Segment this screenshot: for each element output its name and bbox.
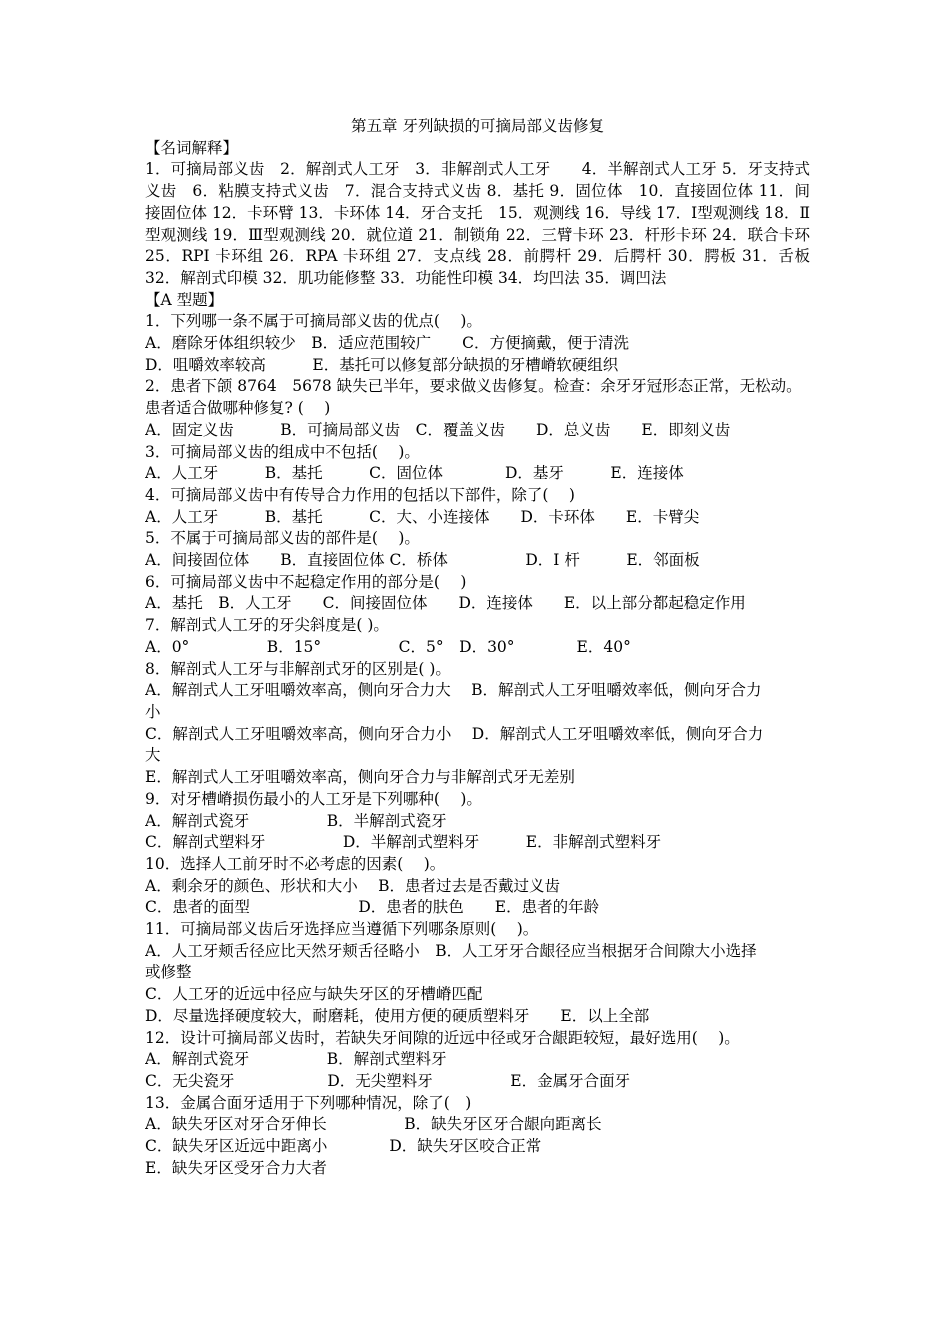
question-line: C．解剖式塑料牙 D．半解剖式塑料牙 E．非解剖式塑料牙: [145, 833, 662, 852]
question-line: A．解剖式人工牙咀嚼效率高，侧向牙合力大 B．解剖式人工牙咀嚼效率低，侧向牙合力: [145, 681, 762, 700]
question-line: A．解剖式瓷牙 B．解剖式塑料牙: [145, 1050, 447, 1069]
question-line: 3．可摘局部义齿的组成中不包括( )。: [145, 442, 420, 461]
question-line: C．人工牙的近远中径应与缺失牙区的牙槽嵴匹配: [145, 985, 483, 1004]
a-type-heading: 【A 型题】: [145, 290, 224, 309]
question-line: 5．不属于可摘局部义齿的部件是( )。: [145, 529, 420, 548]
question-line: 1．下列哪一条不属于可摘局部义齿的优点( )。: [145, 312, 482, 331]
question-line: 患者适合做哪种修复? ( ): [145, 399, 331, 418]
question-line: D．尽量选择硬度较大，耐磨耗，使用方便的硬质塑料牙 E．以上全部: [145, 1006, 650, 1025]
question-line: C．无尖瓷牙 D．无尖塑料牙 E．金属牙合面牙: [145, 1071, 631, 1090]
terms-list: 1．可摘局部义齿 2．解剖式人工牙 3．非解剖式人工牙 4．半解剖式人工牙 5．牙支持式义齿 6．粘膜支持式义齿 7．混合支持式义齿 8．基托 9．固位体 10．直接固位体 11．间接固位体 12．卡环臂 13．卡环体 14．牙合支托 15．观测线 16．导线 17．Ⅰ型观测线 18．Ⅱ型观测线 19．Ⅲ型观测线 20．就位道 21．制锁角 22．三臂卡环 23．杆形卡环 24．联合卡环 25．RPI 卡环组 26．RPA 卡环组 27．支点线 28．前腭杆 29．后腭杆 30．腭板 31．舌板 32．解剖式印模 32．肌功能修整 33．功能性印模 34．均凹法 35．调凹法: [145, 160, 810, 287]
question-line: A．间接固位体 B．直接固位体 C．桥体 D．I 杆 E．邻面板: [145, 551, 700, 570]
question-line: 12．设计可摘局部义齿时，若缺失牙间隙的近远中径或牙合龈距较短，最好选用( )。: [145, 1028, 740, 1047]
question-line: A．缺失牙区对牙合牙伸长 B．缺失牙区牙合龈向距离长: [145, 1115, 602, 1134]
question-line: A．剩余牙的颜色、形状和大小 B．患者过去是否戴过义齿: [145, 876, 561, 895]
question-line: A．人工牙 B．基托 C．大、小连接体 D．卡环体 E．卡臂尖: [145, 507, 700, 526]
question-line: A．磨除牙体组织较少 B．适应范围较广 C．方便摘戴，便于清洗: [145, 334, 629, 353]
chapter-title: 第五章 牙列缺损的可摘局部义齿修复: [351, 117, 604, 135]
question-line: 6．可摘局部义齿中不起稳定作用的部分是( ): [145, 572, 467, 591]
question-line: 11．可摘局部义齿后牙选择应当遵循下列哪条原则( )。: [145, 920, 539, 939]
question-line: 2．患者下颌 8764 5678 缺失已半年，要求做义齿修复。检查：余牙牙冠形态正常，无松动。: [145, 377, 802, 396]
question-line: C．解剖式人工牙咀嚼效率高，侧向牙合力小 D．解剖式人工牙咀嚼效率低，侧向牙合力: [145, 724, 764, 743]
question-line: 4．可摘局部义齿中有传导合力作用的包括以下部件，除了( ): [145, 485, 575, 504]
question-line: E．解剖式人工牙咀嚼效率高，侧向牙合力与非解剖式牙无差别: [145, 768, 575, 787]
question-line: E．缺失牙区受牙合力大者: [145, 1158, 327, 1177]
question-line: 或修整: [145, 963, 192, 982]
question-line: A．人工牙颊舌径应比天然牙颊舌径略小 B．人工牙牙合龈径应当根据牙合间隙大小选择: [145, 941, 757, 960]
question-list: [145, 311, 810, 1179]
question-line: 10．选择人工前牙时不必考虑的因素( )。: [145, 854, 446, 873]
terms-heading: 【名词解释】: [145, 138, 239, 157]
question-line: A．0° B．15° C．5° D．30° E．40°: [145, 637, 631, 656]
document-body: [145, 116, 810, 1179]
question-line: A．基托 B．人工牙 C．间接固位体 D．连接体 E．以上部分都起稳定作用: [145, 594, 746, 613]
question-line: 9．对牙槽嵴损伤最小的人工牙是下列哪种( )。: [145, 789, 482, 808]
question-line: 小: [145, 702, 161, 721]
question-line: 7．解剖式人工牙的牙尖斜度是( )。: [145, 616, 389, 635]
question-line: C．缺失牙区近远中距离小 D．缺失牙区咬合正常: [145, 1137, 542, 1156]
question-line: A．解剖式瓷牙 B．半解剖式瓷牙: [145, 811, 447, 830]
question-line: 大: [145, 746, 161, 765]
question-line: 13．金属合面牙适用于下列哪种情况，除了( ): [145, 1093, 472, 1112]
question-line: A．固定义齿 B．可摘局部义齿 C．覆盖义齿 D．总义齿 E．即刻义齿: [145, 420, 731, 439]
question-line: 8．解剖式人工牙与非解剖式牙的区别是( )。: [145, 659, 451, 678]
question-line: C．患者的面型 D．患者的肤色 E．患者的年龄: [145, 898, 600, 917]
question-line: A．人工牙 B．基托 C．固位体 D．基牙 E．连接体: [145, 464, 684, 483]
question-line: D．咀嚼效率较高 E．基托可以修复部分缺损的牙槽嵴软硬组织: [145, 355, 619, 374]
